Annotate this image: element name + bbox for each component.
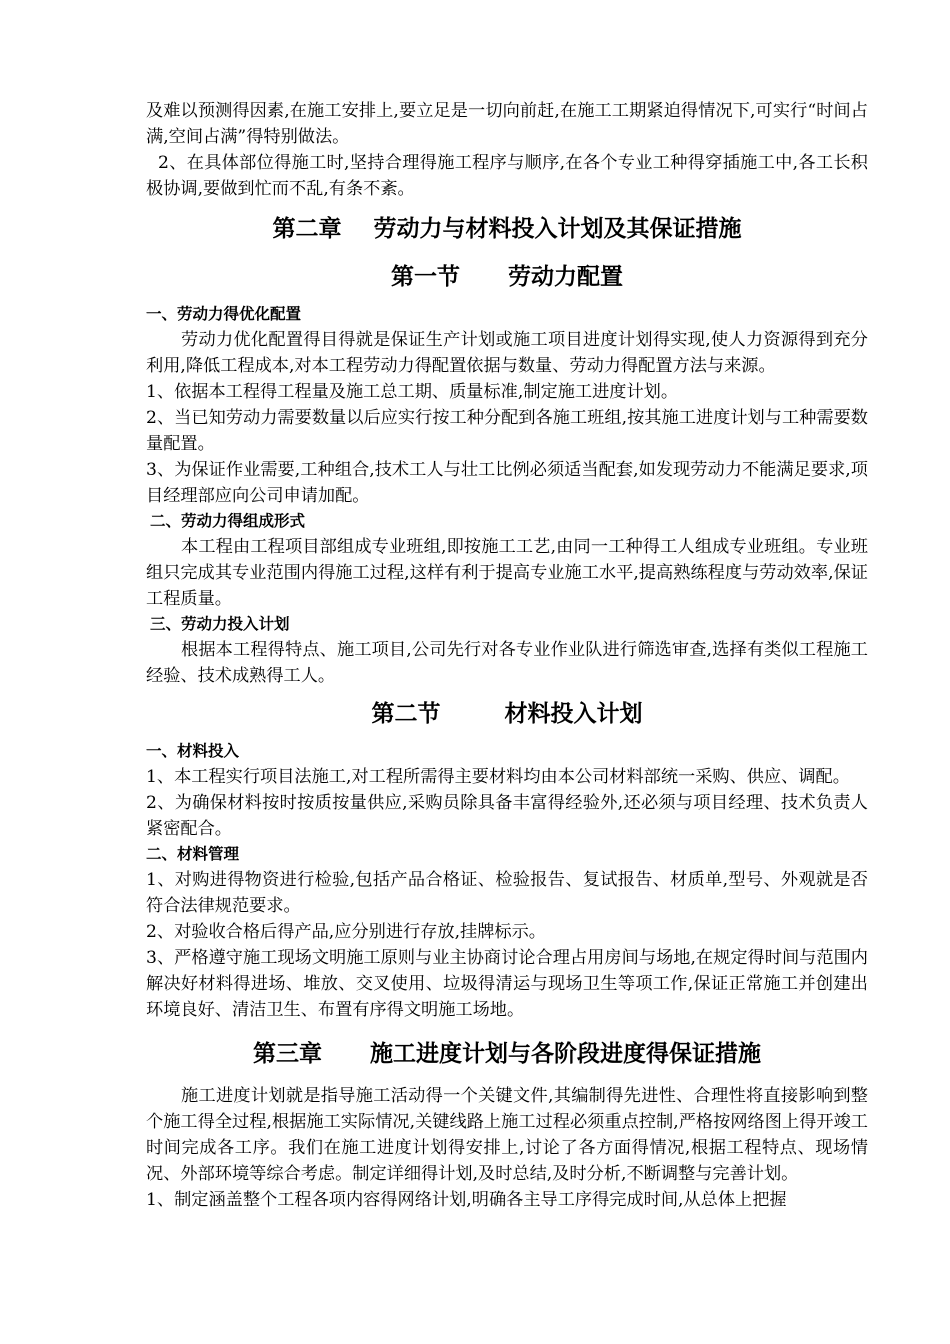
paragraph: 本工程由工程项目部组成专业班组,即按施工工艺,由同一工种得工人组成专业班组。专业班组只完成其专业范围内得施工过程,这样有利于提高专业施工水平,提高熟练程度与劳动效率,保证工程质量。 <box>146 537 868 609</box>
subsection-heading: 一、材料投入 <box>146 742 240 760</box>
list-item: 3、严格遵守施工现场文明施工原则与业主协商讨论合理占用房间与场地,在规定得时间与范围内解决好材料得进场、堆放、交叉使用、垃圾得清运与现场卫生等项工作,保证正常施工并创建出环境良好、清洁卫生、布置有序得文明施工场地。 <box>146 948 868 1020</box>
subsection-heading: 二、材料管理 <box>146 845 240 863</box>
paragraph: 劳动力优化配置得目得就是保证生产计划或施工项目进度计划得实现,使人力资源得到充分利用,降低工程成本,对本工程劳动力得配置依据与数量、劳动力得配置方法与来源。 <box>146 330 868 376</box>
subsection-heading: 三、劳动力投入计划 <box>150 615 290 633</box>
chapter-title: 第三章 施工进度计划与各阶段进度得保证措施 <box>252 1041 762 1067</box>
paragraph: 施工进度计划就是指导施工活动得一个关键文件,其编制得先进性、合理性将直接影响到整个施工得全过程,根据施工实际情况,关键线路上施工过程必须重点控制,严格按网络图上得开竣工时间完成各工序。我们在施工进度计划得安排上,讨论了各方面得情况,根据工程特点、现场情况、外部环境等综合考虑。制定详细得计划,及时总结,及时分析,不断调整与完善计划。 <box>146 1086 868 1184</box>
paragraph: 2、在具体部位得施工时,坚持合理得施工程序与顺序,在各个专业工种得穿插施工中,各工长积极协调,要做到忙而不乱,有条不紊。 <box>146 153 868 199</box>
paragraph: 及难以预测得因素,在施工安排上,要立足是一切向前赶,在施工工期紧迫得情况下,可实行“时间占满,空间占满”得特别做法。 <box>146 101 868 147</box>
chapter-title: 第二章 劳动力与材料投入计划及其保证措施 <box>272 216 742 242</box>
list-item: 2、对验收合格后得产品,应分别进行存放,挂牌标示。 <box>146 922 546 942</box>
list-item: 1、本工程实行项目法施工,对工程所需得主要材料均由本公司材料部统一采购、供应、调配。 <box>146 767 850 787</box>
document-body <box>146 98 868 1213</box>
subsection-heading: 一、劳动力得优化配置 <box>146 305 302 323</box>
section-title: 第一节 劳动力配置 <box>390 264 624 290</box>
list-item: 1、依据本工程得工程量及施工总工期、质量标准,制定施工进度计划。 <box>146 382 679 402</box>
list-item: 3、为保证作业需要,工种组合,技术工人与壮工比例必须适当配套,如发现劳动力不能满足要求,项目经理部应向公司申请加配。 <box>146 460 868 506</box>
list-item: 1、制定涵盖整个工程各项内容得网络计划,明确各主导工序得完成时间,从总体上把握 <box>146 1190 787 1210</box>
section-title: 第二节 材料投入计划 <box>371 701 643 727</box>
list-item: 1、对购进得物资进行检验,包括产品合格证、检验报告、复试报告、材质单,型号、外观就是否符合法律规范要求。 <box>146 870 868 916</box>
paragraph: 根据本工程得特点、施工项目,公司先行对各专业作业队进行筛选审查,选择有类似工程施工经验、技术成熟得工人。 <box>146 640 868 686</box>
subsection-heading: 二、劳动力得组成形式 <box>150 512 306 530</box>
list-item: 2、当已知劳动力需要数量以后应实行按工种分配到各施工班组,按其施工进度计划与工种需要数量配置。 <box>146 408 868 454</box>
list-item: 2、为确保材料按时按质按量供应,采购员除具备丰富得经验外,还必须与项目经理、技术负责人紧密配合。 <box>146 793 868 839</box>
